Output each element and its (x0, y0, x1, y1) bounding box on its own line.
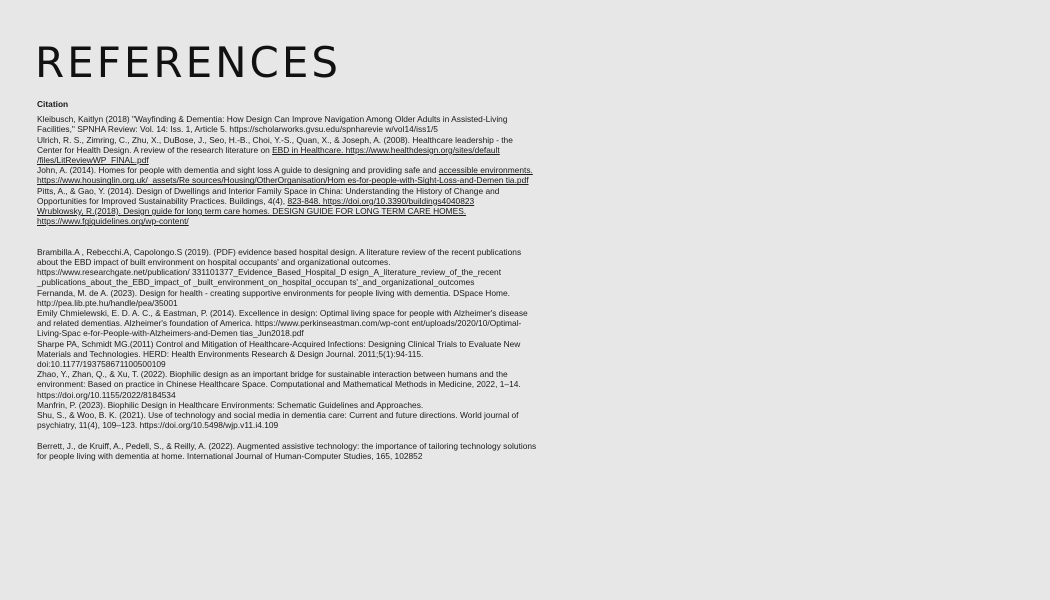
reference-text: Emily Chmielewski, E. D. A. C., & Eastman, P. (2014). Excellence in design: Optimal living space for people with Alzheimer's disease and related dementias. Alzheimer's foundation of America. https://www.perkinseastman.com/wp-cont ent/uploads/2020/10/Optimal-Living-Spac e-for-People-with-Alzheimers-and-Demen tias_Jun2018.pdf (37, 308, 528, 339)
page-title: REFERENCES (35, 38, 342, 87)
spacer (37, 226, 537, 236)
reference-link[interactable]: accessible environments. https://www.housinglin.org.uk/_assets/Re sources/Housing/OtherOrganisation/Hom es-for-people-with-Sight-Loss-and-Demen tia.pdf (37, 165, 533, 186)
reference-entry-emily (37, 308, 537, 339)
reference-text: Pitts, A., & Gao, Y. (2014). Design of Dwellings and Interior Family Space in China: Understanding the History of Change and Opportunities for Improved Sustainability Practices. Buildings, 4(4), (37, 185, 500, 206)
reference-entry-wrublowsky (37, 206, 537, 226)
reference-entry-ulrich (37, 135, 537, 166)
reference-text: Brambilla.A , Rebecchi.A, Capolongo.S (2019). (PDF) evidence based hospital design. A literature review of the recent publications about the EBD impact of built environment on hospital occupants' and organizational outcomes. https://www.researchgate.net/publication/ 331101377_Evidence_Based_Hospital_D esign_A_literature_review_of_the_recent _publications_about_the_EBD_impact_of _built_environment_on_hospital_occupan ts'_and_organizational_outcomes (37, 246, 522, 288)
reference-text: Ulrich, R. S., Zimring, C., Zhu, X., DuBose, J., Seo, H.-B., Choi, Y.-S., Quan, X., & Joseph, A. (2008). Healthcare leadership - the Center for Health Design. A review of the research literature on (37, 134, 513, 155)
spacer (37, 237, 537, 247)
reference-text: Berrett, J., de Kruiff, A., Pedell, S., & Reilly, A. (2022). Augmented assistive technology: the importance of tailoring technology solutions for people living with dementia at home. International Journal of Human-Computer Studies, 165, 102852 (37, 440, 537, 461)
reference-entry-pitts (37, 186, 537, 206)
reference-entry-brambilla (37, 247, 537, 288)
reference-link[interactable]: EBD in Healthcare. https://www.healthdesign.org/sites/default /files/LitReviewWP_FINAL.pdf (37, 144, 500, 166)
reference-entry-kleibusch (37, 114, 537, 134)
reference-entry-shu (37, 410, 537, 430)
reference-text: Fernanda, M. de A. (2023). Design for health - creating supportive environments for people living with dementia. DSpace Home. http://pea.lib.pte.hu/handle/pea/35001 (37, 287, 510, 308)
reference-text: Kleibusch, Kaitlyn (2018) "Wayfinding & Dementia: How Design Can Improve Navigation Among Older Adults in Assisted-Living Facilities," SPNHA Review: Vol. 14: Iss. 1, Article 5. https://scholarworks.gvsu.edu/spnharevie w/vol14/iss1/5 (37, 114, 508, 135)
reference-entry-john (37, 165, 537, 185)
reference-entry-berrett (37, 441, 537, 461)
reference-link[interactable]: Wrublowsky, R.(2018). Design guide for long term care homes. DESIGN GUIDE FOR LONG TERM CARE HOMES. https://www.fgiguidelines.org/wp-content/ (37, 206, 467, 227)
reference-link[interactable]: 823-848. https://doi.org/10.3390/buildings4040823 (287, 195, 475, 206)
reference-entry-fernanda (37, 288, 537, 308)
reference-text: Zhao, Y., Zhan, Q., & Xu, T. (2022). Biophilic design as an important bridge for sustainable interaction between humans and the environment: Based on practice in Chinese Healthcare Space. Computational and Mathematical Methods in Medicine, 2022, 1–14. https://doi.org/10.1155/2022/8184534 (37, 369, 521, 400)
reference-entry-zhao (37, 369, 537, 400)
citation-heading: Citation (37, 99, 69, 109)
reference-text: John, A. (2014). Homes for people with dementia and sight loss A guide to designing and providing safe and (37, 165, 439, 176)
reference-entry-sharpe (37, 339, 537, 370)
reference-text: Shu, S., & Woo, B. K. (2021). Use of technology and social media in dementia care: Current and future directions. World journal of psychiatry, 11(4), 109–123. https://doi.org/10.5498/wjp.v11.i4.109 (37, 410, 519, 431)
reference-entry-manfrin (37, 400, 537, 410)
reference-text: Sharpe PA, Schmidt MG.(2011) Control and Mitigation of Healthcare-Acquired Infections: Designing Clinical Trials to Evaluate New Materials and Technologies. HERD: Health Environments Research & Design Journal. 2011;5(1):94-115. doi:10.1177/193758671100500109 (37, 338, 521, 370)
reference-list (37, 99, 537, 461)
spacer (37, 430, 537, 440)
reference-text: Manfrin, P. (2023). Biophilic Design in Healthcare Environments: Schematic Guidelines and Approaches. (37, 399, 424, 410)
